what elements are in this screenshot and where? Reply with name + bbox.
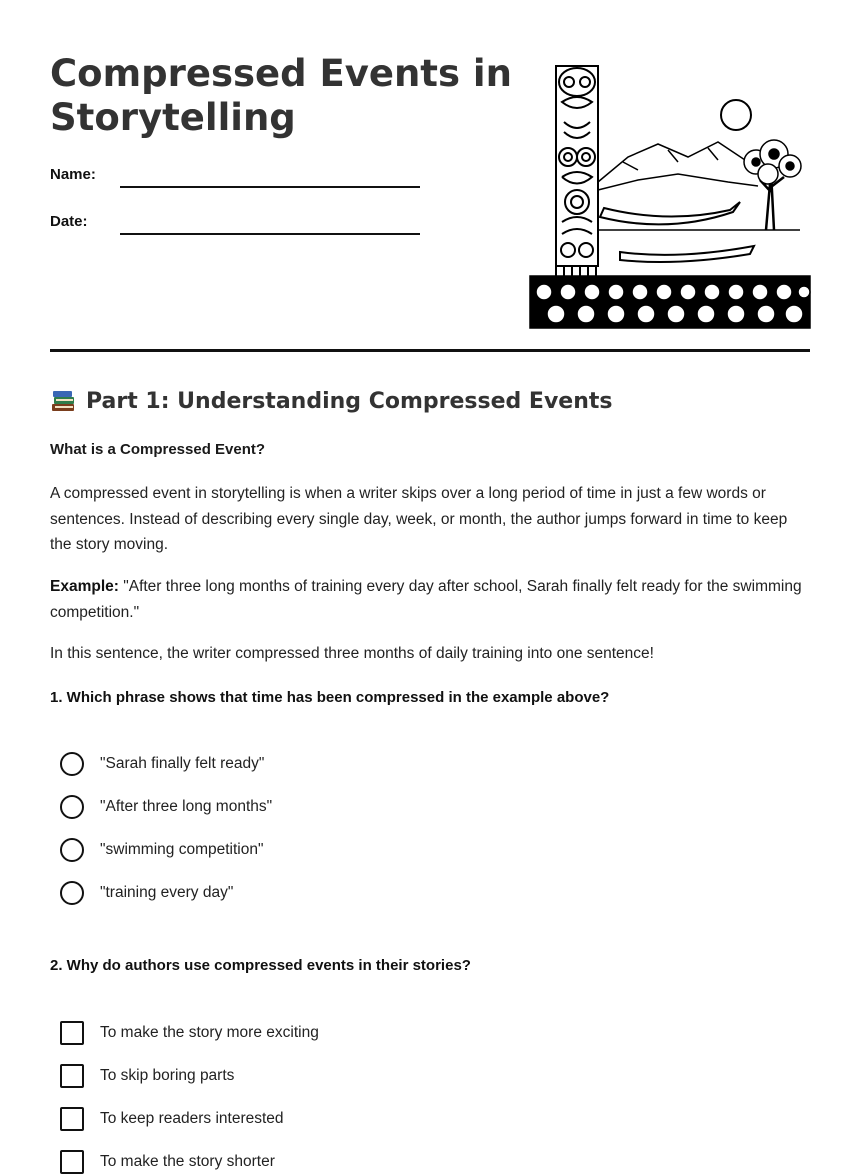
- q1-option-3[interactable]: [60, 838, 263, 862]
- option-label: "swimming competition": [100, 841, 264, 858]
- worksheet-title: Compressed Events in Storytelling: [50, 52, 512, 139]
- mountains-icon: [598, 142, 768, 190]
- section-title-text: Part 1: Understanding Compressed Events: [86, 388, 613, 414]
- canoe-icon: [600, 202, 754, 262]
- question-2: 2. Why do authors use compressed events in their stories?: [50, 957, 471, 974]
- books-icon: [50, 388, 76, 414]
- q1-option-1[interactable]: [60, 752, 264, 776]
- option-label: "training every day": [100, 884, 234, 901]
- header-divider: [50, 349, 810, 352]
- example-paragraph: [50, 574, 812, 625]
- question-1: 1. Which phrase shows that time has been compressed in the example above?: [50, 689, 610, 706]
- option-label: To make the story shorter: [100, 1153, 275, 1170]
- name-field[interactable]: [120, 186, 420, 188]
- q1-option-4[interactable]: [60, 881, 233, 905]
- intro-paragraph: A compressed event in storytelling is when a writer skips over a long period of time in just a few words or sentences. Instead of describing every single day, week, or month, the author jumps forward in time to keep the story moving.: [50, 485, 788, 553]
- checkbox[interactable]: [60, 1064, 84, 1088]
- maori-landscape-illustration: [528, 62, 812, 330]
- section-heading: [50, 388, 612, 414]
- name-label: Name:: [50, 166, 96, 183]
- q2-option-3[interactable]: [60, 1107, 284, 1131]
- option-label: "After three long months": [100, 798, 273, 815]
- example-label: Example:: [50, 578, 119, 595]
- subheading: What is a Compressed Event?: [50, 441, 266, 458]
- date-field[interactable]: [120, 233, 420, 235]
- checkbox[interactable]: [60, 1150, 84, 1174]
- option-label: "Sarah finally felt ready": [100, 755, 265, 772]
- sun-icon: [721, 100, 751, 130]
- q2-option-1[interactable]: [60, 1021, 319, 1045]
- option-label: To keep readers interested: [100, 1110, 284, 1127]
- q2-option-2[interactable]: [60, 1064, 234, 1088]
- q1-option-2[interactable]: [60, 795, 272, 819]
- example-text: "After three long months of training every day after school, Sarah finally felt ready for the swimming competition.": [50, 578, 802, 621]
- option-label: To make the story more exciting: [100, 1024, 319, 1041]
- radio-button[interactable]: [60, 838, 84, 862]
- checkbox[interactable]: [60, 1107, 84, 1131]
- checkbox[interactable]: [60, 1021, 84, 1045]
- option-label: To skip boring parts: [100, 1067, 235, 1084]
- radio-button[interactable]: [60, 752, 84, 776]
- q2-option-4[interactable]: [60, 1150, 275, 1174]
- date-label: Date:: [50, 213, 88, 230]
- carved-pole-icon: [556, 66, 598, 278]
- pattern-border-icon: [530, 276, 810, 328]
- explanation-paragraph: In this sentence, the writer compressed three months of daily training into one sentence!: [50, 645, 654, 662]
- radio-button[interactable]: [60, 795, 84, 819]
- radio-button[interactable]: [60, 881, 84, 905]
